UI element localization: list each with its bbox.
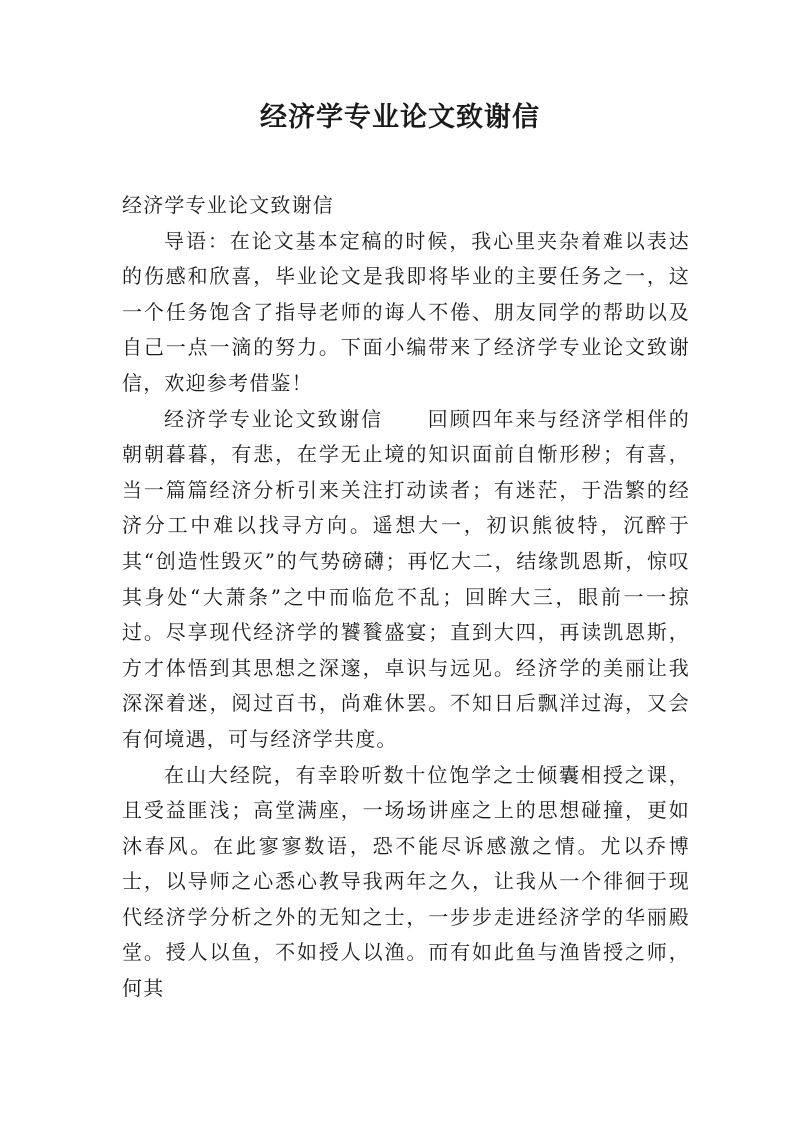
intro-paragraph: 导语：在论文基本定稿的时候，我心里夹杂着难以表达的伤感和欣喜，毕业论文是我即将毕业的主要任务之一，这一个任务饱含了指导老师的诲人不倦、朋友同学的帮助以及自己一点一滴的努力。下面小编带来了经济学专业论文致谢信，欢迎参考借鉴！ (122, 228, 690, 395)
subtitle: 经济学专业论文致谢信 (122, 193, 334, 217)
letter-paragraph-2: 在山大经院，有幸聆听数十位饱学之士倾囊相授之课，且受益匪浅；高堂满座，一场场讲座之上的思想碰撞，更如沐春风。在此寥寥数语，恐不能尽诉感激之情。尤以乔博士，以导师之心悉心教导我两年之久，让我从一个徘徊于现代经济学分析之外的无知之士，一步步走进经济学的华丽殿堂。授人以鱼，不如授人以渔。而有如此鱼与渔皆授之师，何其 (122, 762, 690, 1001)
paragraph-1-text: 回顾四年来与经济学相伴的朝朝暮暮，有悲，在学无止境的知识面前自惭形秽；有喜，当一篇篇经济分析引来关注打动读者；有迷茫，于浩繁的经济分工中难以找寻方向。遥想大一，初识熊彼特，沉醉于其“创造性毁灭”的气势磅礴；再忆大二，结缘凯恩斯，惊叹其身处“大萧条”之中而临危不乱；回眸大三，眼前一一掠过。尽享现代经济学的饕餮盛宴；直到大四，再读凯恩斯，方才体悟到其思想之深邃，卓识与远见。经济学的美丽让我深深着迷，阅过百书，尚难休罢。不知日后飘洋过海，又会有何境遇，可与经济学共度。 (122, 406, 690, 751)
letter-paragraph-1 (122, 402, 690, 758)
document-body (122, 188, 690, 1007)
document-title: 经济学专业论文致谢信 (260, 102, 540, 133)
letter-heading: 经济学专业论文致谢信 (164, 406, 384, 431)
